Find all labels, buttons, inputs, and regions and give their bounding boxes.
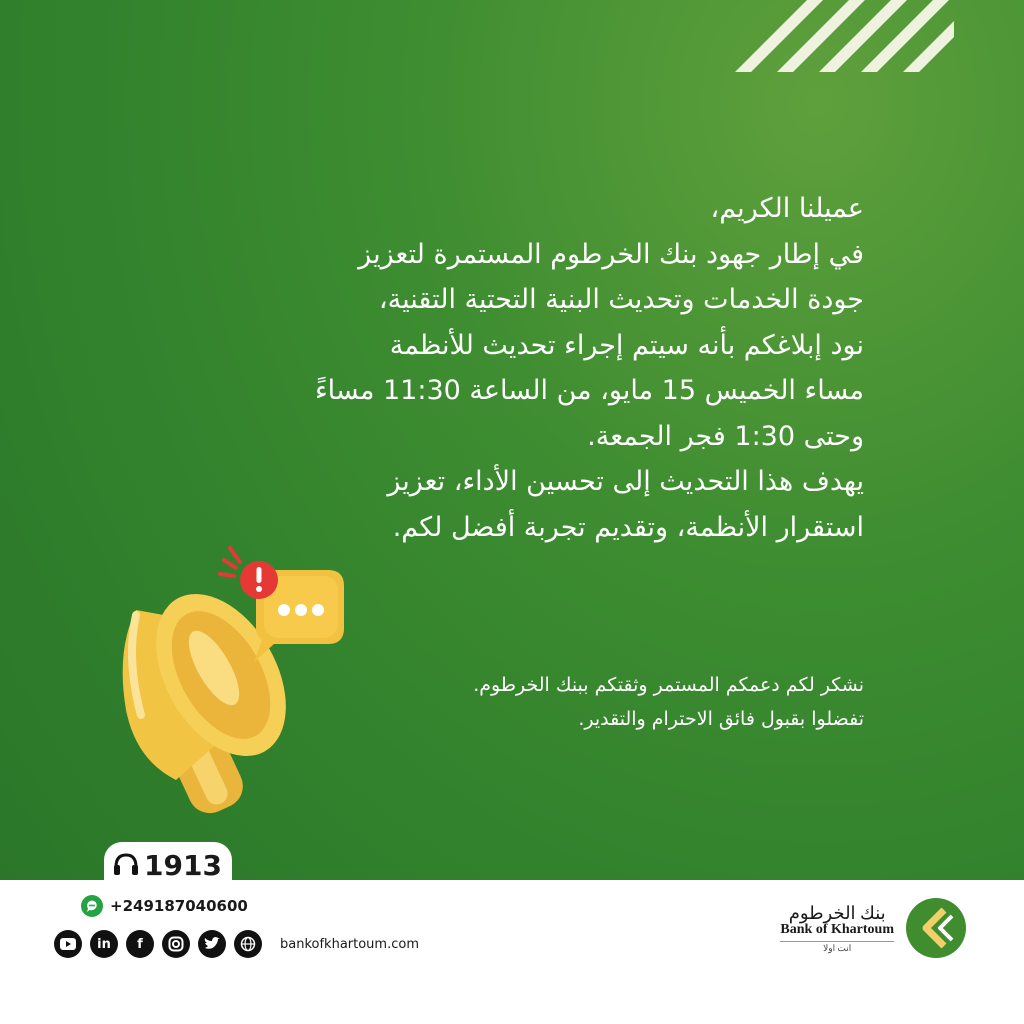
- message-line: جودة الخدمات وتحديث البنية التحتية التقنية،: [378, 284, 864, 315]
- alert-badge-icon: [220, 548, 278, 599]
- announcement-message: [164, 186, 864, 550]
- social-links: [54, 930, 419, 958]
- facebook-icon[interactable]: f: [126, 930, 154, 958]
- logo-wordmark: [780, 903, 894, 954]
- bank-emblem-icon: [904, 896, 968, 960]
- message-line: وحتى 1:30 فجر الجمعة.: [587, 420, 864, 452]
- whatsapp-contact[interactable]: [80, 894, 248, 918]
- message-line: مساء الخميس 15 مايو، من الساعة 11:30 مساءً: [314, 375, 864, 406]
- logo-english-name: Bank of Khartoum: [780, 921, 894, 937]
- globe-icon[interactable]: [234, 930, 262, 958]
- message-line: في إطار جهود بنك الخرطوم المستمرة لتعزيز: [358, 238, 864, 270]
- instagram-icon[interactable]: [162, 930, 190, 958]
- decorative-stripes: [734, 0, 954, 72]
- whatsapp-icon: [80, 894, 104, 918]
- logo-tagline: انت اولا: [780, 941, 894, 954]
- whatsapp-number: +249187040600: [110, 897, 248, 915]
- youtube-icon[interactable]: [54, 930, 82, 958]
- greeting-line: عميلنا الكريم،: [710, 193, 864, 224]
- thanks-line: نشكر لكم دعمكم المستمر وثقتكم ببنك الخرطوم.: [473, 674, 864, 696]
- megaphone-illustration: [96, 540, 366, 830]
- hotline-number: 1913: [144, 848, 222, 882]
- hotline[interactable]: [112, 848, 222, 882]
- logo-arabic-name: بنك الخرطوم: [788, 902, 886, 923]
- headset-icon: [112, 851, 140, 879]
- message-line: يهدف هذا التحديث إلى تحسين الأداء، تعزيز: [387, 466, 864, 497]
- linkedin-icon[interactable]: in: [90, 930, 118, 958]
- bank-logo: [780, 896, 968, 960]
- thanks-line: تفضلوا بقبول فائق الاحترام والتقدير.: [578, 708, 864, 730]
- message-line: استقرار الأنظمة، وتقديم تجربة أفضل لكم.: [392, 511, 864, 543]
- website-link[interactable]: bankofkhartoum.com: [280, 936, 419, 952]
- message-line: نود إبلاغكم بأنه سيتم إجراء تحديث للأنظمة: [389, 329, 864, 361]
- twitter-icon[interactable]: [198, 930, 226, 958]
